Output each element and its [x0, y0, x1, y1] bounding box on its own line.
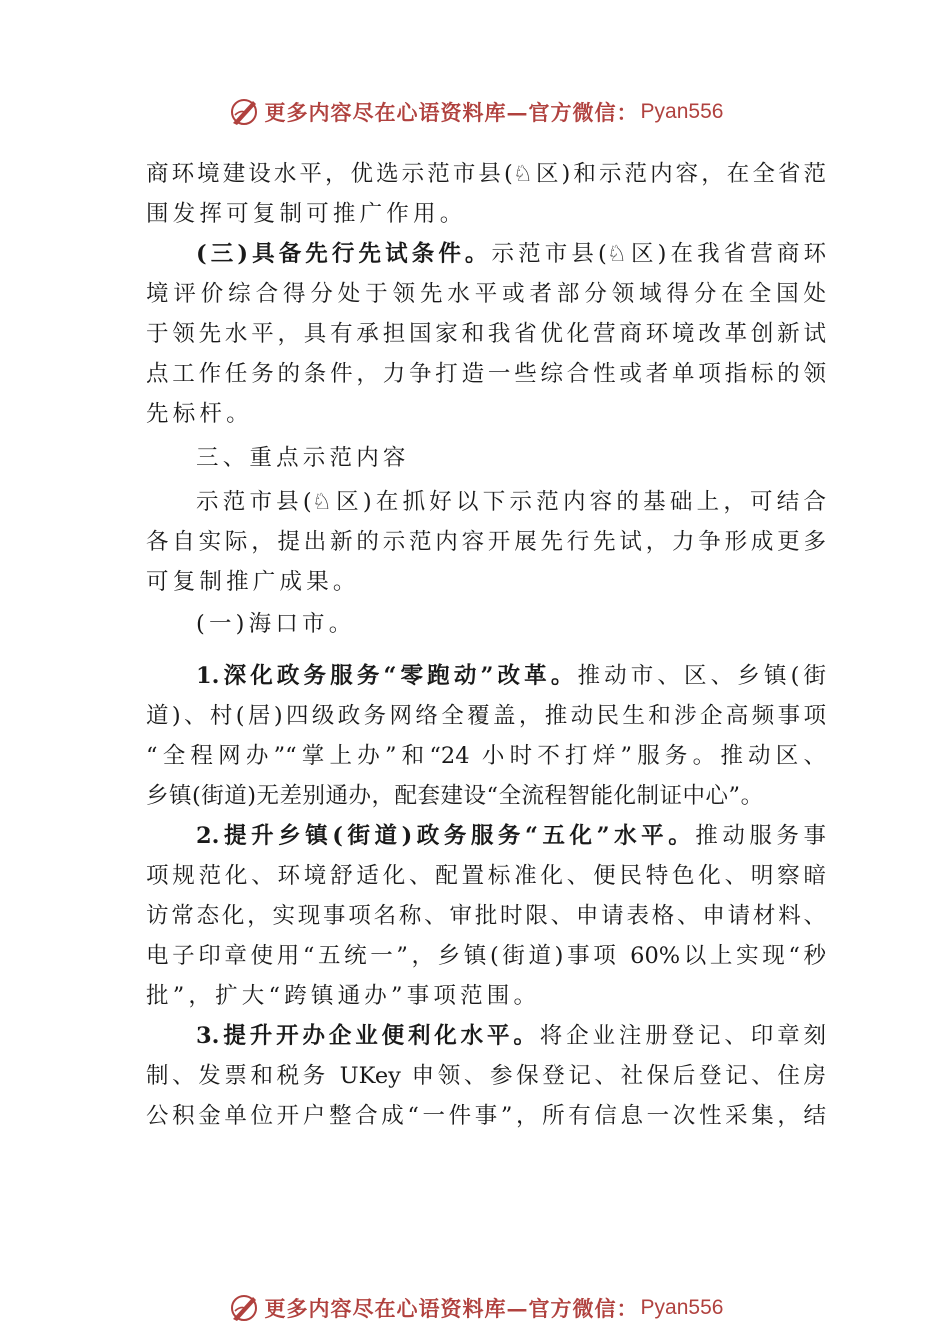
text-line: “全程网办”“掌上办”和“24 小时不打烊”服务。推动区、: [146, 743, 826, 769]
text-line: 先标杆。: [146, 401, 253, 427]
county-glyph-icon: ♘: [512, 161, 533, 187]
text-line: 可复制推广成果。: [146, 569, 360, 595]
paragraph-3-heading: (三)具备先行先试条件。示范市县(♘区)在我省营商环: [196, 241, 827, 267]
text-line: 公积金单位开户整合成“一件事”，所有信息一次性采集，结: [146, 1103, 826, 1129]
item-3-heading: 3.提升开办企业便利化水平。将企业注册登记、印章刻: [196, 1023, 826, 1049]
text-line: 项规范化、环境舒适化、配置标准化、便民特色化、明察暗: [146, 863, 826, 889]
item-2-heading: 2.提升乡镇(街道)政务服务“五化”水平。推动服务事: [196, 823, 826, 849]
text-line: 围发挥可复制可推广作用。: [146, 201, 467, 227]
section-heading: 三、重点示范内容: [196, 445, 410, 471]
banner-wechat-id: Pyan556: [640, 1296, 724, 1319]
text-line: 电子印章使用“五统一”，乡镇(街道)事项 60%以上实现“秒: [146, 943, 826, 969]
quill-seal-icon: [227, 1291, 261, 1325]
county-glyph-icon: ♘: [311, 489, 332, 515]
text-line: 商环境建设水平，优选示范市县(♘区)和示范内容，在全省范: [146, 161, 826, 187]
text-line: 访常态化，实现事项名称、审批时限、申请表格、申请材料、: [146, 903, 826, 929]
text-line: 各自实际，提出新的示范内容开展先行先试，力争形成更多: [146, 529, 826, 555]
subsection-heading: (一)海口市。: [196, 611, 356, 637]
text-line: 示范市县(♘区)在抓好以下示范内容的基础上，可结合: [196, 489, 827, 515]
item-1-heading: 1.深化政务服务“零跑动”改革。推动市、区、乡镇(街: [196, 663, 827, 689]
text-line: 于领先水平，具有承担国家和我省优化营商环境改革创新试: [146, 321, 826, 347]
quill-seal-icon: [227, 95, 261, 129]
text-line: 制、发票和税务 UKey 申领、参保登记、社保后登记、住房: [146, 1063, 826, 1089]
text-line: 境评价综合得分处于领先水平或者部分领域得分在全国处: [146, 281, 826, 307]
county-glyph-icon: ♘: [606, 241, 627, 267]
banner-wechat-id: Pyan556: [640, 100, 724, 123]
text-line: 点工作任务的条件，力争打造一些综合性或者单项指标的领: [146, 361, 826, 387]
banner-title: 更多内容尽在心语资料库—官方微信：: [264, 100, 639, 125]
header-watermark-banner: [0, 92, 950, 132]
document-body: [146, 154, 826, 1136]
text-line: 道)、村(居)四级政务网络全覆盖，推动民生和涉企高频事项: [146, 703, 826, 729]
banner-title: 更多内容尽在心语资料库—官方微信：: [264, 1296, 639, 1321]
text-line: 乡镇(街道)无差别通办，配套建设“全流程智能化制证中心”。: [146, 783, 764, 809]
footer-watermark-banner: [0, 1288, 950, 1328]
text-line: 批”，扩大“跨镇通办”事项范围。: [146, 983, 541, 1009]
